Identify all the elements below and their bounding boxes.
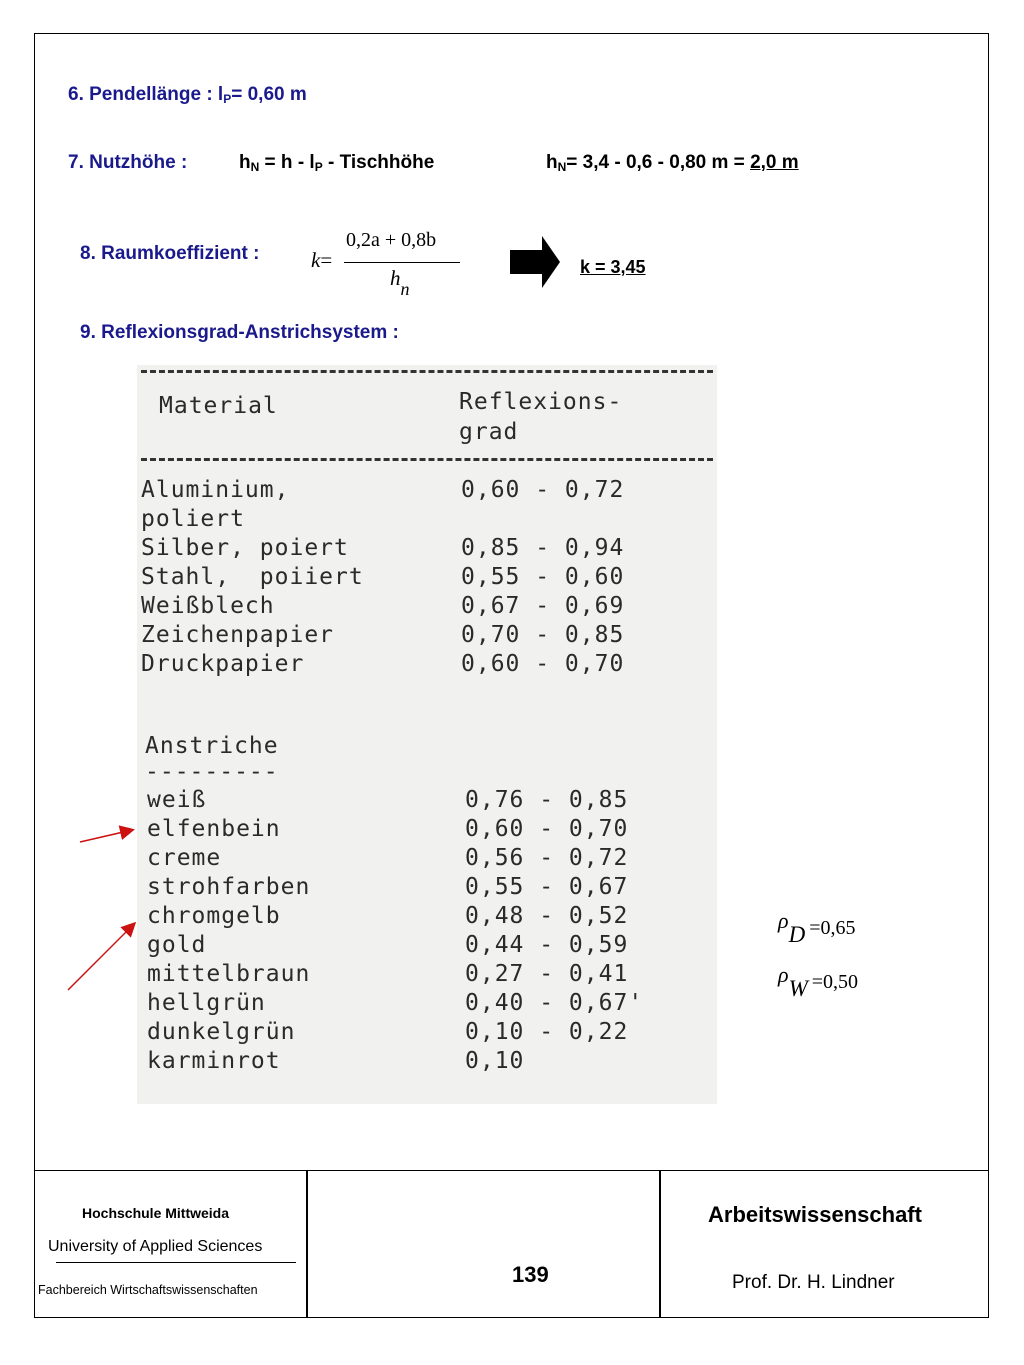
rho-w: ρW =0,50	[778, 962, 859, 1001]
table-material-name: dunkelgrün	[147, 1019, 296, 1045]
table-material-name: gold	[147, 932, 207, 958]
k-result: k = 3,45	[580, 257, 646, 277]
footer-department: Fachbereich Wirtschaftswissenschaften	[38, 1283, 258, 1297]
section-6-heading: 6. Pendellänge : $l_P= 0,60$ m	[68, 84, 307, 106]
table-reflection-value: 0,70 - 0,85	[461, 622, 625, 648]
table-material-name: mittelbraun	[147, 961, 311, 987]
formula-k: k=	[311, 248, 333, 272]
table-rule-top	[141, 370, 713, 373]
table-material-name: Aluminium,	[141, 477, 290, 503]
table-material-name: poliert	[141, 506, 245, 532]
formula-denominator: $h_n$	[390, 266, 410, 299]
nutzhoehe-calculation: $h_N= 3,4 - 0,6 - 0,80$ m = 2,0 m	[546, 152, 799, 174]
footer-course: Arbeitswissenschaft	[708, 1202, 922, 1227]
header-reflexionsgrad-1: Reflexions-	[459, 389, 623, 415]
right-arrow-icon	[510, 236, 560, 288]
table-reflection-value: 0,60 - 0,70	[465, 816, 629, 842]
header-reflexionsgrad-2: grad	[459, 419, 519, 445]
header-material: Material	[159, 393, 278, 419]
table-material-name: chromgelb	[147, 903, 281, 929]
table-reflection-value: 0,60 - 0,72	[461, 477, 625, 503]
table-reflection-value: 0,27 - 0,41	[465, 961, 629, 987]
fraction-line	[344, 262, 460, 263]
table-material-name: karminrot	[147, 1048, 281, 1074]
table-material-name: hellgrün	[147, 990, 266, 1016]
rho-d: ρD =0,65	[778, 908, 856, 947]
table-rule-header	[141, 458, 713, 461]
footer-divider-2	[659, 1170, 661, 1318]
footer-rule	[56, 1262, 296, 1263]
section-9-heading: 9. Reflexionsgrad-Anstrichsystem :	[80, 322, 399, 343]
table-reflection-value: 0,55 - 0,60	[461, 564, 625, 590]
arrow-chromgelb-icon	[68, 924, 134, 990]
table-material-name: strohfarben	[147, 874, 311, 900]
table-reflection-value: 0,85 - 0,94	[461, 535, 625, 561]
table-material-name: Weißblech	[141, 593, 275, 619]
table-material-name: Stahl, poiiert	[141, 564, 364, 590]
table-reflection-value: 0,56 - 0,72	[465, 845, 629, 871]
annotation-arrows	[60, 818, 150, 998]
section-7-heading: 7. Nutzhöhe :	[68, 152, 188, 173]
footer-divider-1	[306, 1170, 308, 1318]
arrow-elfenbein-icon	[80, 830, 132, 842]
table-material-name: creme	[147, 845, 222, 871]
footer-professor: Prof. Dr. H. Lindner	[732, 1272, 895, 1293]
formula-numerator: 0,2a + 0,8b	[346, 229, 437, 251]
table-material-name: Druckpapier	[141, 651, 305, 677]
table-reflection-value: 0,55 - 0,67	[465, 874, 629, 900]
footer-university: University of Applied Sciences	[48, 1238, 263, 1255]
section-8-heading: 8. Raumkoeffizient :	[80, 243, 260, 264]
reflection-table-scan	[137, 365, 717, 1104]
paints-heading: Anstriche	[145, 733, 279, 759]
table-reflection-value: 0,67 - 0,69	[461, 593, 625, 619]
nutzhoehe-formula: $h_N = h - l_P$ - Tischhöhe	[239, 152, 435, 174]
table-material-name: Zeichenpapier	[141, 622, 335, 648]
paints-heading-underline: ---------	[145, 759, 279, 785]
footer-school: Hochschule Mittweida	[82, 1205, 230, 1221]
table-reflection-value: 0,48 - 0,52	[465, 903, 629, 929]
table-material-name: elfenbein	[147, 816, 281, 842]
table-reflection-value: 0,10 - 0,22	[465, 1019, 629, 1045]
table-material-name: weiß	[147, 787, 207, 813]
table-reflection-value: 0,10	[465, 1048, 525, 1074]
table-material-name: Silber, poiert	[141, 535, 349, 561]
nutzhoehe-result: 2,0 m	[750, 152, 799, 173]
table-reflection-value: 0,40 - 0,67'	[465, 990, 644, 1016]
table-reflection-value: 0,60 - 0,70	[461, 651, 625, 677]
page-number: 139	[512, 1262, 549, 1287]
table-reflection-value: 0,76 - 0,85	[465, 787, 629, 813]
table-reflection-value: 0,44 - 0,59	[465, 932, 629, 958]
